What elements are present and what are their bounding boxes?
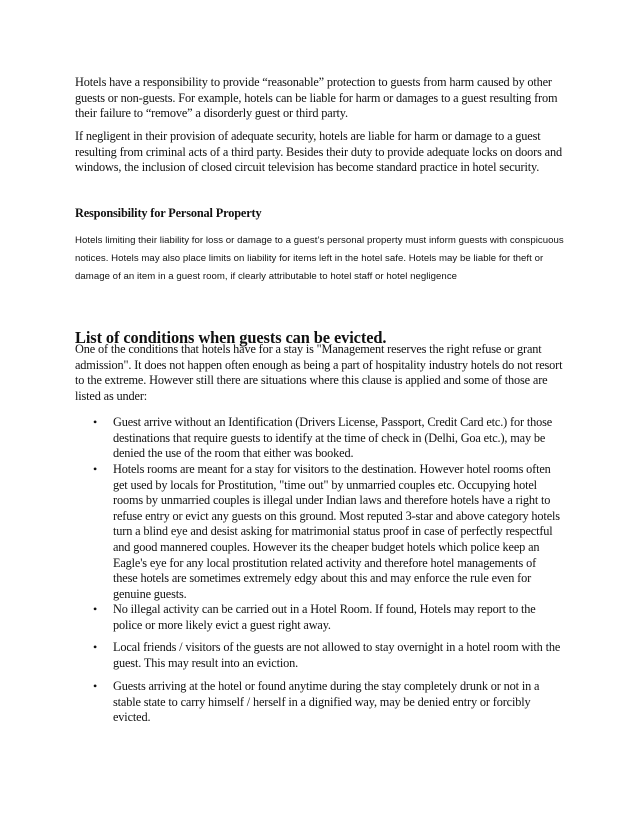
bullet-icon: • <box>93 415 98 429</box>
bullet-icon: • <box>93 640 98 654</box>
bullet-icon: • <box>93 602 98 616</box>
bullet-icon: • <box>93 462 98 476</box>
list-item-text: Hotels rooms are meant for a stay for visitors to the destination. However hotel rooms often get used by locals for Prostitution, "time out" by unmarried couples etc. Occupying hotel rooms by unmarried couples is illegal under Indian laws and therefore hotels have a right to refuse entry or evict any guests on this ground. Most reputed 3-star and above category hotels turn a blind eye and desist asking for matrimonial status proof in case of perfectly respectful and good mannered couples. However its the cheaper budget hotels which police keep an Eagle's eye for any local prostitution related activity and therefore hotel managements of these hotels are sometimes extremely edgy about this and may enforce the rule even for genuine guests. <box>113 462 560 601</box>
paragraph-guest-protection: Hotels have a responsibility to provide “reasonable” protection to guests from harm caused by other guests or non-guests. For example, hotels can be liable for harm or damages to a guest resulting from their failure to “remove” a disorderly guest or third party. <box>75 75 558 121</box>
list-item-text: Guests arriving at the hotel or found anytime during the stay completely drunk or not in a stable state to carry himself / herself in a dignified way, may be denied entry or forcibly evicted. <box>113 679 540 725</box>
subheading-personal-property: Responsibility for Personal Property <box>75 206 262 220</box>
list-item-text: No illegal activity can be carried out in a Hotel Room. If found, Hotels may report to the police or more likely evict a guest right away. <box>113 602 536 632</box>
heading-eviction-conditions: List of conditions when guests can be evicted. <box>75 327 387 347</box>
paragraph-security-negligence: If negligent in their provision of adequate security, hotels are liable for harm or damage to a guest resulting from criminal acts of a third party. Besides their duty to provide adequate locks on doors and windows, the inclusion of closed circuit television has become standard practice in hotel security. <box>75 129 562 175</box>
list-item-text: Local friends / visitors of the guests are not allowed to stay overnight in a hotel room with the guest. This may result into an eviction. <box>113 640 561 670</box>
list-item-text: Guest arrive without an Identification (Drivers License, Passport, Credit Card etc.) for those destinations that require guests to identify at the time of check in (Delhi, Goa etc.), may be denied the use of the room that either was booked. <box>113 415 553 461</box>
paragraph-management-rights: One of the conditions that hotels have for a stay is "Management reserves the right refuse or grant admission". It does not happen often enough as being a part of hospitality industry hotels do not resort to the extreme. However still there are situations where this clause is applied and some of those are listed as under: <box>75 342 563 403</box>
bullet-icon: • <box>93 679 98 693</box>
paragraph-liability-notices: Hotels limiting their liability for loss or damage to a guest’s personal property must inform guests with conspicuous notices. Hotels may also place limits on liability for items left in the hotel safe. Hotels may be liable for theft or damage of an item in a guest room, if clearly attributable to hotel staff or hotel negligence <box>75 235 564 283</box>
